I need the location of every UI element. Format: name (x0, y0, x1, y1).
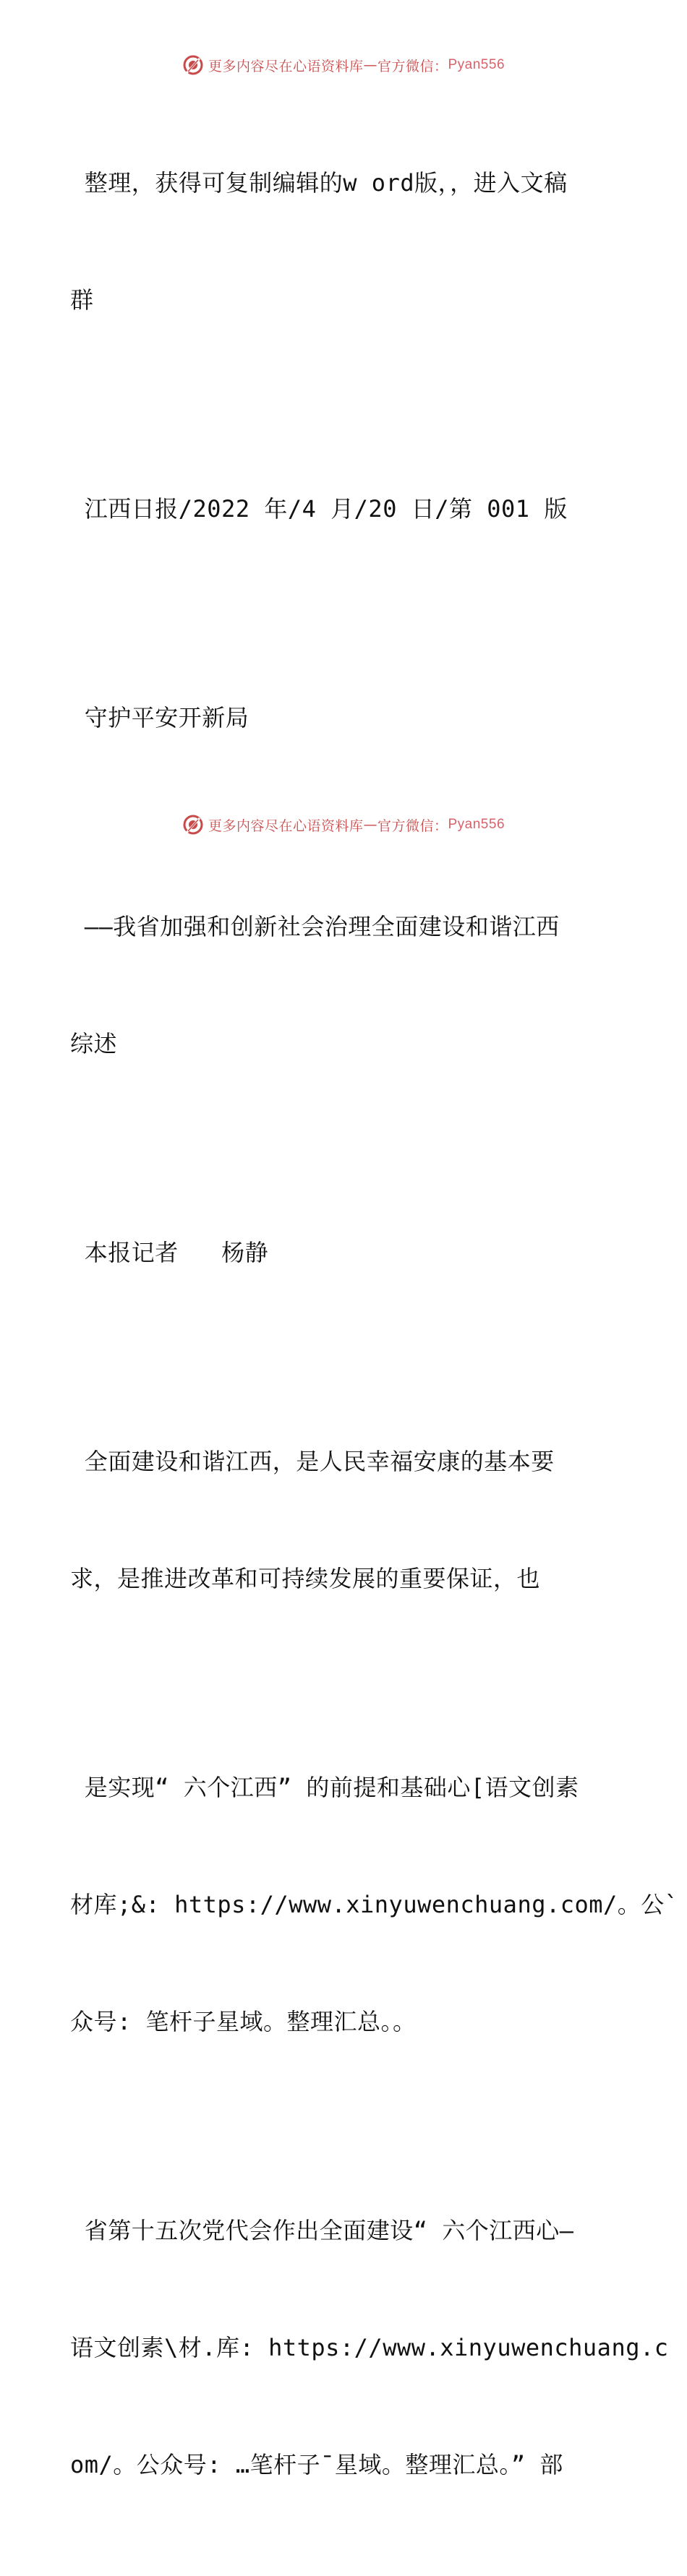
text-line: 综述 (70, 1030, 118, 1057)
text-line: 材库;&: https://www.xinyuwenchuang.com/。公` (70, 1891, 679, 1918)
paragraph-intro (70, 85, 620, 398)
watermark-official-label: 官方微信： (377, 58, 448, 74)
text-line: ——我省加强和创新社会治理全面建设和谐江西 (70, 913, 560, 940)
watermark-wechat-id: Pyan556 (448, 817, 505, 832)
watermark-main-text: 更多内容尽在心语资料库 (208, 817, 364, 834)
text-line: 本报记者 杨静 (70, 1239, 269, 1266)
pen-seal-icon (182, 814, 204, 836)
article-title (70, 620, 620, 815)
watermark-dash: — (363, 817, 377, 833)
text-line: 江西日报/2022 年/4 月/20 日/第 001 版 (70, 495, 568, 523)
text-line: 求，是推进改革和可持续发展的重要保证，也 (70, 1565, 541, 1592)
text-line: 群 (70, 286, 94, 314)
paragraph-body-1 (70, 1364, 620, 1676)
text-line: 全面建设和谐江西，是人民幸福安康的基本要 (70, 1448, 555, 1475)
watermark-wechat-id: Pyan556 (448, 57, 505, 72)
header-watermark (0, 51, 687, 80)
paragraph-body-2 (70, 1690, 679, 2119)
text-line: 是实现“ 六个江西” 的前提和基础心[语文创素 (70, 1774, 579, 1801)
watermark-dash: — (363, 57, 377, 73)
text-line: 众号: 笔杆子星域。整理汇总。。 (70, 2008, 417, 2035)
text-line: 语文创素\材.库: https://www.xinyuwenchuang.c (70, 2334, 669, 2361)
paragraph-source (70, 411, 620, 606)
text-line: 省第十五次党代会作出全面建设“ 六个江西心— (70, 2217, 574, 2244)
article-subtitle (70, 829, 620, 1141)
watermark-main-text: 更多内容尽在心语资料库 (208, 58, 364, 74)
paragraph-body-3 (70, 2133, 669, 2562)
pen-seal-icon (182, 54, 204, 76)
text-line: 整理，获得可复制编辑的w ord版，，进入文稿 (70, 169, 568, 197)
footer-watermark (0, 810, 687, 839)
document-body (70, 85, 679, 2576)
text-line: om/。公众号: …笔杆子¯星域。整理汇总。” 部 (70, 2451, 563, 2478)
article-byline (70, 1155, 620, 1350)
watermark-official-label: 官方微信： (377, 817, 448, 834)
text-line: 守护平安开新局 (70, 704, 249, 731)
